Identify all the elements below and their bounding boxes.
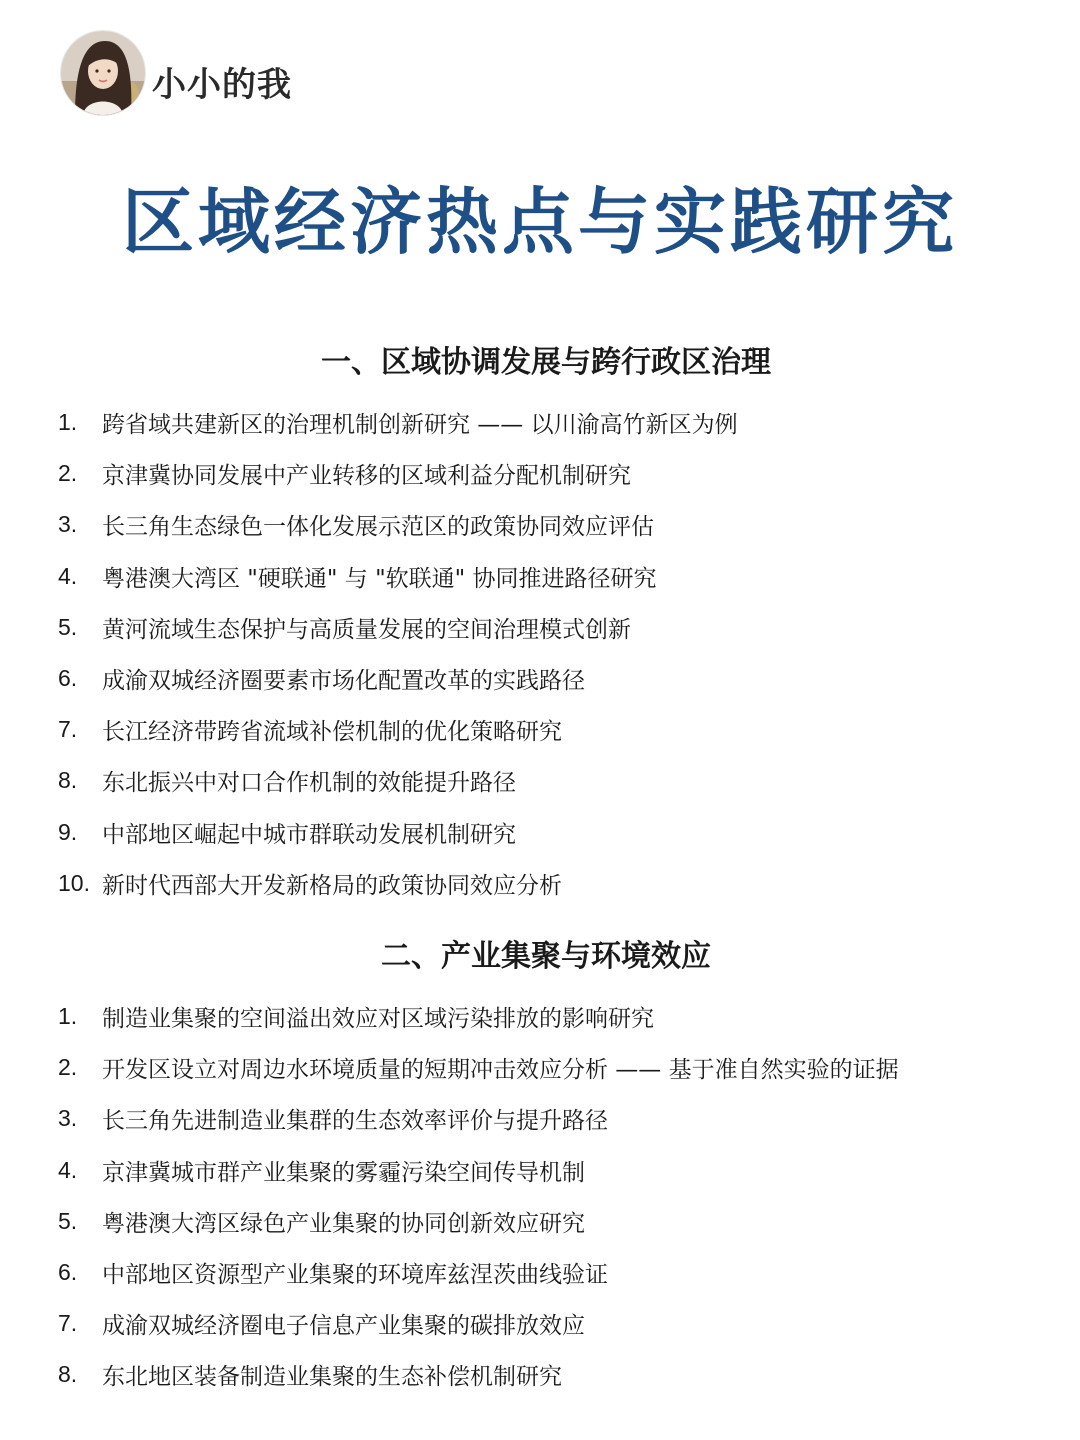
topic-item: [58, 704, 738, 755]
topic-text: 成渝双城经济圈要素市场化配置改革的实践路径: [102, 668, 585, 695]
author-header: [60, 30, 292, 116]
topic-text: 东北振兴中对口合作机制的效能提升路径: [102, 770, 516, 797]
topic-text: 京津冀协同发展中产业转移的区域利益分配机制研究: [102, 463, 631, 490]
topic-number: 7.: [58, 1310, 78, 1337]
topic-item: [58, 551, 738, 602]
topic-item: [58, 1093, 899, 1144]
topic-list: [58, 397, 738, 909]
author-name[interactable]: 小小的我: [152, 64, 292, 105]
topic-number: 3.: [58, 511, 78, 538]
topic-number: 5.: [58, 1207, 78, 1234]
topic-item: [58, 448, 738, 499]
topic-item: [58, 858, 738, 909]
topic-text: 长江经济带跨省流域补偿机制的优化策略研究: [102, 719, 562, 746]
topic-item: [58, 602, 738, 653]
topic-text: 东北地区装备制造业集聚的生态补偿机制研究: [102, 1364, 562, 1391]
topic-number: 6.: [58, 665, 78, 692]
topic-item: [58, 653, 738, 704]
topic-text: 黄河流域生态保护与高质量发展的空间治理模式创新: [102, 616, 631, 643]
topic-number: 6.: [58, 1259, 78, 1286]
topic-number: 1.: [58, 409, 78, 436]
section-title: 一、区域协调发展与跨行政区治理: [321, 345, 771, 380]
topic-text: 粤港澳大湾区 "硬联通" 与 "软联通" 协同推进路径研究: [102, 565, 657, 592]
topic-item: [58, 499, 738, 550]
topic-item: [58, 1349, 899, 1400]
topic-number: 4.: [58, 1156, 78, 1183]
topic-number: 8.: [58, 767, 78, 794]
topic-number: 1.: [58, 1003, 78, 1030]
topic-number: 4.: [58, 562, 78, 589]
topic-text: 长三角先进制造业集群的生态效率评价与提升路径: [102, 1108, 608, 1135]
topic-item: [58, 1247, 899, 1298]
topic-text: 成渝双城经济圈电子信息产业集聚的碳排放效应: [102, 1313, 585, 1340]
topic-item: [58, 397, 738, 448]
section-title: 二、产业集聚与环境效应: [381, 939, 711, 974]
topic-number: 2.: [58, 1054, 78, 1081]
topic-text: 新时代西部大开发新格局的政策协同效应分析: [102, 872, 562, 899]
topic-item: [58, 1042, 899, 1093]
topic-item: [58, 1196, 899, 1247]
topic-text: 中部地区崛起中城市群联动发展机制研究: [102, 821, 516, 848]
topic-text: 中部地区资源型产业集聚的环境库兹涅茨曲线验证: [102, 1262, 608, 1289]
topic-item: [58, 1145, 899, 1196]
topic-number: 3.: [58, 1105, 78, 1132]
topic-text: 长三角生态绿色一体化发展示范区的政策协同效应评估: [102, 514, 654, 541]
topic-number: 8.: [58, 1361, 78, 1388]
topic-text: 开发区设立对周边水环境质量的短期冲击效应分析 —— 基于准自然实验的证据: [102, 1057, 899, 1084]
topic-text: 京津冀城市群产业集聚的雾霾污染空间传导机制: [102, 1159, 585, 1186]
topic-number: 5.: [58, 613, 78, 640]
topic-number: 10.: [58, 869, 90, 896]
topic-number: 9.: [58, 818, 78, 845]
topic-number: 7.: [58, 716, 78, 743]
topic-item: [58, 991, 899, 1042]
topic-text: 粤港澳大湾区绿色产业集聚的协同创新效应研究: [102, 1210, 585, 1237]
topic-item: [58, 1298, 899, 1349]
user-avatar-icon: [61, 31, 145, 115]
topic-item: [58, 755, 738, 806]
topic-list: [58, 991, 899, 1401]
topic-number: 2.: [58, 460, 78, 487]
avatar[interactable]: [60, 30, 146, 116]
page-title: 区域经济热点与实践研究: [121, 180, 958, 264]
topic-text: 跨省域共建新区的治理机制创新研究 —— 以川渝高竹新区为例: [102, 412, 738, 439]
topic-text: 制造业集聚的空间溢出效应对区域污染排放的影响研究: [102, 1006, 654, 1033]
topic-item: [58, 807, 738, 858]
